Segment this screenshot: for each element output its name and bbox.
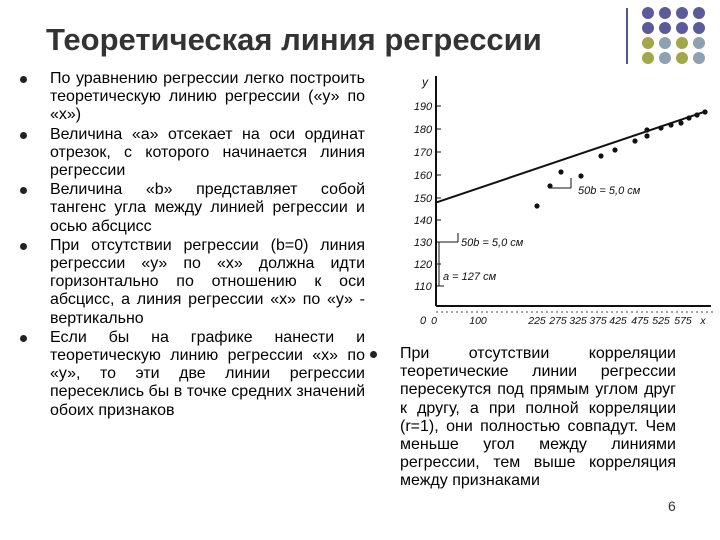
decor-dot	[676, 52, 688, 64]
y-tick-label: 120	[413, 259, 433, 271]
bullet-item	[20, 70, 365, 125]
chart-annotation: 50b = 5,0 см	[578, 185, 641, 197]
x-tick-label: 275	[549, 315, 567, 327]
data-point	[694, 112, 699, 117]
regression-line	[436, 112, 705, 203]
x-tick-label: 375	[589, 315, 607, 327]
bullet-item	[20, 237, 365, 328]
y-axis-label: y	[422, 75, 428, 89]
decor-dot	[693, 52, 705, 64]
decor-dot	[693, 37, 705, 49]
decor-dot	[676, 7, 688, 19]
data-point	[678, 120, 683, 125]
decor-dot	[676, 37, 688, 49]
x-tick-label: 325	[569, 315, 587, 327]
x-tick-label: x	[700, 315, 706, 327]
right-bullet-text: При отсутствии корреляции теоретические линии регрессии пересекутся под прямым углом друг к другу, а при полной корреляции (r=1), они полностью совпадут. Чем меньше угол между линиями регрессии, тем выше корреляция между признаками	[400, 345, 676, 490]
data-point	[644, 133, 649, 138]
x-tick-label: 525	[652, 315, 670, 327]
decorative-dot-grid	[640, 6, 720, 66]
x-tick-label: 100	[469, 315, 487, 327]
bullet-text: Величина «b» представляет собой тангенс угла между линией регрессии и осью абсцисс	[50, 181, 365, 235]
x-tick-label: 575	[674, 315, 692, 327]
bullet-dot-icon	[20, 76, 27, 83]
decor-dot	[676, 22, 688, 34]
bullet-dot-icon	[370, 351, 377, 358]
bullet-dot-icon	[20, 132, 27, 139]
y-tick-label: 150	[413, 193, 433, 205]
decor-dot	[659, 52, 671, 64]
data-point	[578, 173, 583, 178]
decor-dot	[659, 22, 671, 34]
bullet-dot-icon	[20, 335, 27, 342]
bullet-text: По уравнению регрессии легко построить теоретическую линию регрессии («у» по «х»)	[50, 70, 365, 124]
y-tick-label: 160	[413, 170, 433, 182]
y-tick-label: 190	[413, 101, 433, 113]
chart-annotation: a = 127 см	[443, 271, 497, 283]
title-divider	[626, 8, 628, 64]
x-tick-label: 475	[631, 315, 649, 327]
chart-annotation: 50b = 5,0 см	[461, 237, 524, 249]
y-tick-label: 140	[413, 215, 433, 227]
bullet-text: При отсутствии регрессии (b=0) линия регрессии «у» по «х» должна идти горизонтально по отношению к оси абсцисс, а линия регрессии «х» по «у» - вертикально	[50, 236, 365, 327]
decor-dot	[659, 37, 671, 49]
data-point	[644, 127, 649, 132]
y-tick-label: 180	[413, 124, 433, 136]
bullet-item	[20, 181, 365, 236]
y-tick-label: 170	[413, 147, 433, 159]
bullet-dot-icon	[20, 243, 27, 250]
right-bullet-item	[370, 345, 676, 491]
y-tick-label: 110	[414, 281, 432, 293]
decor-dot	[642, 52, 654, 64]
bullet-list	[20, 70, 365, 421]
slide-title: Теоретическая линия регрессии	[46, 22, 542, 57]
decor-dot	[642, 7, 654, 19]
x-tick-label: 225	[528, 315, 546, 327]
bullet-text: Величина «а» отсекает на оси ординат отрезок, с которого начинается линия регрессии	[50, 125, 365, 180]
y-tick-label: 130	[413, 237, 433, 249]
decor-dot	[693, 22, 705, 34]
data-point	[598, 153, 603, 158]
data-point	[686, 115, 691, 120]
data-point	[702, 109, 707, 114]
decor-dot	[642, 37, 654, 49]
regression-chart	[403, 68, 720, 338]
data-point	[612, 147, 617, 152]
data-point	[547, 183, 552, 188]
data-point	[632, 138, 637, 143]
bullet-item	[20, 329, 365, 420]
y-tick-label: 0	[419, 315, 427, 327]
decor-dot	[659, 7, 671, 19]
data-point	[658, 125, 663, 130]
bullet-item	[20, 126, 365, 181]
decor-dot	[642, 22, 654, 34]
bullet-text: Если бы на графике нанести и теоретическую линию регрессии «х» по «у», то эти две линии регрессии пересеклись бы в точке средних значений обоих признаков	[50, 328, 365, 419]
decor-dot	[693, 7, 705, 19]
data-point	[534, 203, 539, 208]
x-tick-label: 0	[431, 315, 437, 327]
data-point	[668, 122, 673, 127]
data-point	[558, 169, 563, 174]
page-number: 6	[668, 498, 676, 514]
x-tick-label: 425	[609, 315, 627, 327]
bullet-dot-icon	[20, 187, 27, 194]
